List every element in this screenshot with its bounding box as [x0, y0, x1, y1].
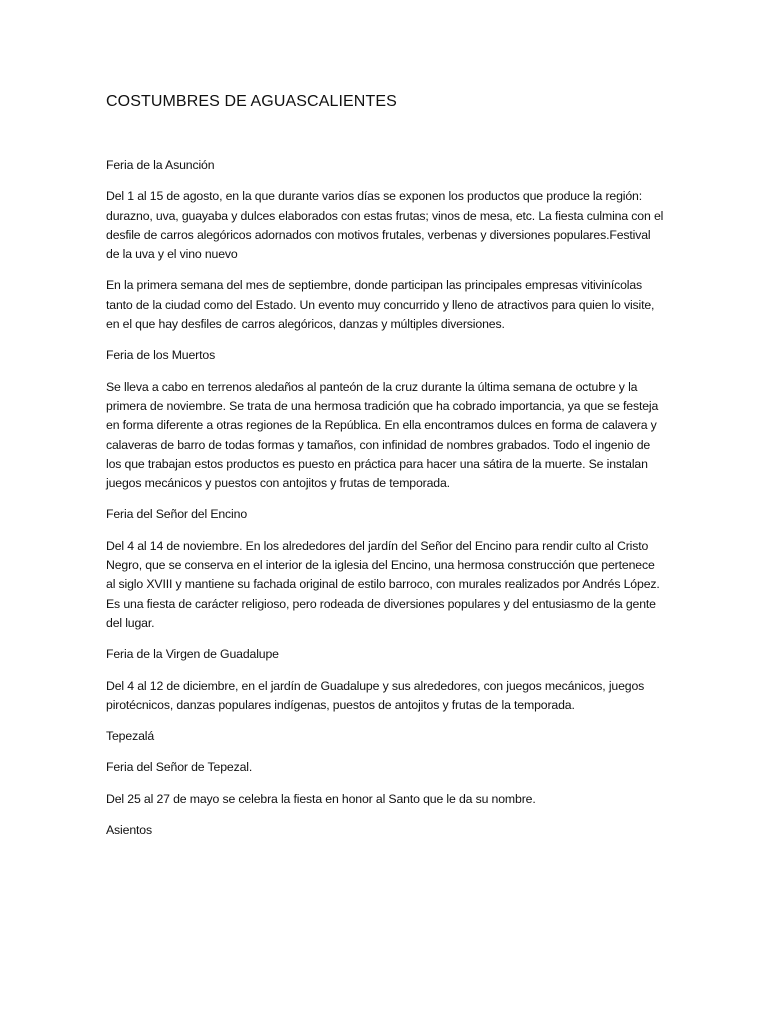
body-paragraph: Del 4 al 14 de noviembre. En los alrededores del jardín del Señor del Encino para rendir culto al Cristo Negro, que se conserva en el interior de la iglesia del Encino, una hermosa construcción que pertenece al siglo XVIII y mantiene su fachada original de estilo barroco, con murales realizados por Andrés López. Es una fiesta de carácter religioso, pero rodeada de diversiones populares y del entusiasmo de la gente del lugar. [106, 538, 660, 630]
body-paragraph: Del 4 al 12 de diciembre, en el jardín de Guadalupe y sus alrededores, con juegos mecánicos, juegos pirotécnicos, danzas populares indígenas, puestos de antojitos y frutas de la temporada. [106, 678, 645, 712]
body-paragraph: Del 1 al 15 de agosto, en la que durante varios días se exponen los productos que produce la región: durazno, uva, guayaba y dulces elaborados con estas frutas; vinos de mesa, etc. La fiesta culmina con el desfile de carros alegóricos adornados con motivos frutales, verbenas y diversiones populares.Festival de la uva y el vino nuevo [106, 189, 664, 262]
section-heading: Feria del Señor de Tepezal. [106, 760, 253, 775]
section-heading: Feria de los Muertos [106, 348, 216, 363]
body-paragraph: En la primera semana del mes de septiembre, donde participan las principales empresas vitivinícolas tanto de la ciudad como del Estado. Un evento muy concurrido y lleno de atractivos para quien lo visite, en el que hay desfiles de carros alegóricos, danzas y múltiples diversiones. [106, 278, 655, 332]
document-title: COSTUMBRES DE AGUASCALIENTES [106, 93, 397, 110]
section-heading: Feria de la Virgen de Guadalupe [106, 647, 279, 662]
section-heading: Feria del Señor del Encino [106, 507, 248, 522]
section-heading: Feria de la Asunción [106, 158, 215, 172]
section-heading: Asientos [106, 823, 152, 838]
section-heading: Tepezalá [106, 729, 155, 744]
body-paragraph: Se lleva a cabo en terrenos aledaños al panteón de la cruz durante la última semana de octubre y la primera de noviembre. Se trata de una hermosa tradición que ha cobrado importancia, ya que se festeja en forma diferente a otras regiones de la República. En ella encontramos dulces en forma de calavera y calaveras de barro de todas formas y tamaños, con infinidad de nombres grabados. Todo el ingenio de los que trabajan estos productos es puesto en práctica para hacer una sátira de la muerte. Se instalan juegos mecánicos y puestos con antojitos y frutas de temporada. [106, 379, 659, 491]
body-paragraph: Del 25 al 27 de mayo se celebra la fiesta en honor al Santo que le da su nombre. [106, 791, 536, 806]
document-page [106, 92, 666, 852]
